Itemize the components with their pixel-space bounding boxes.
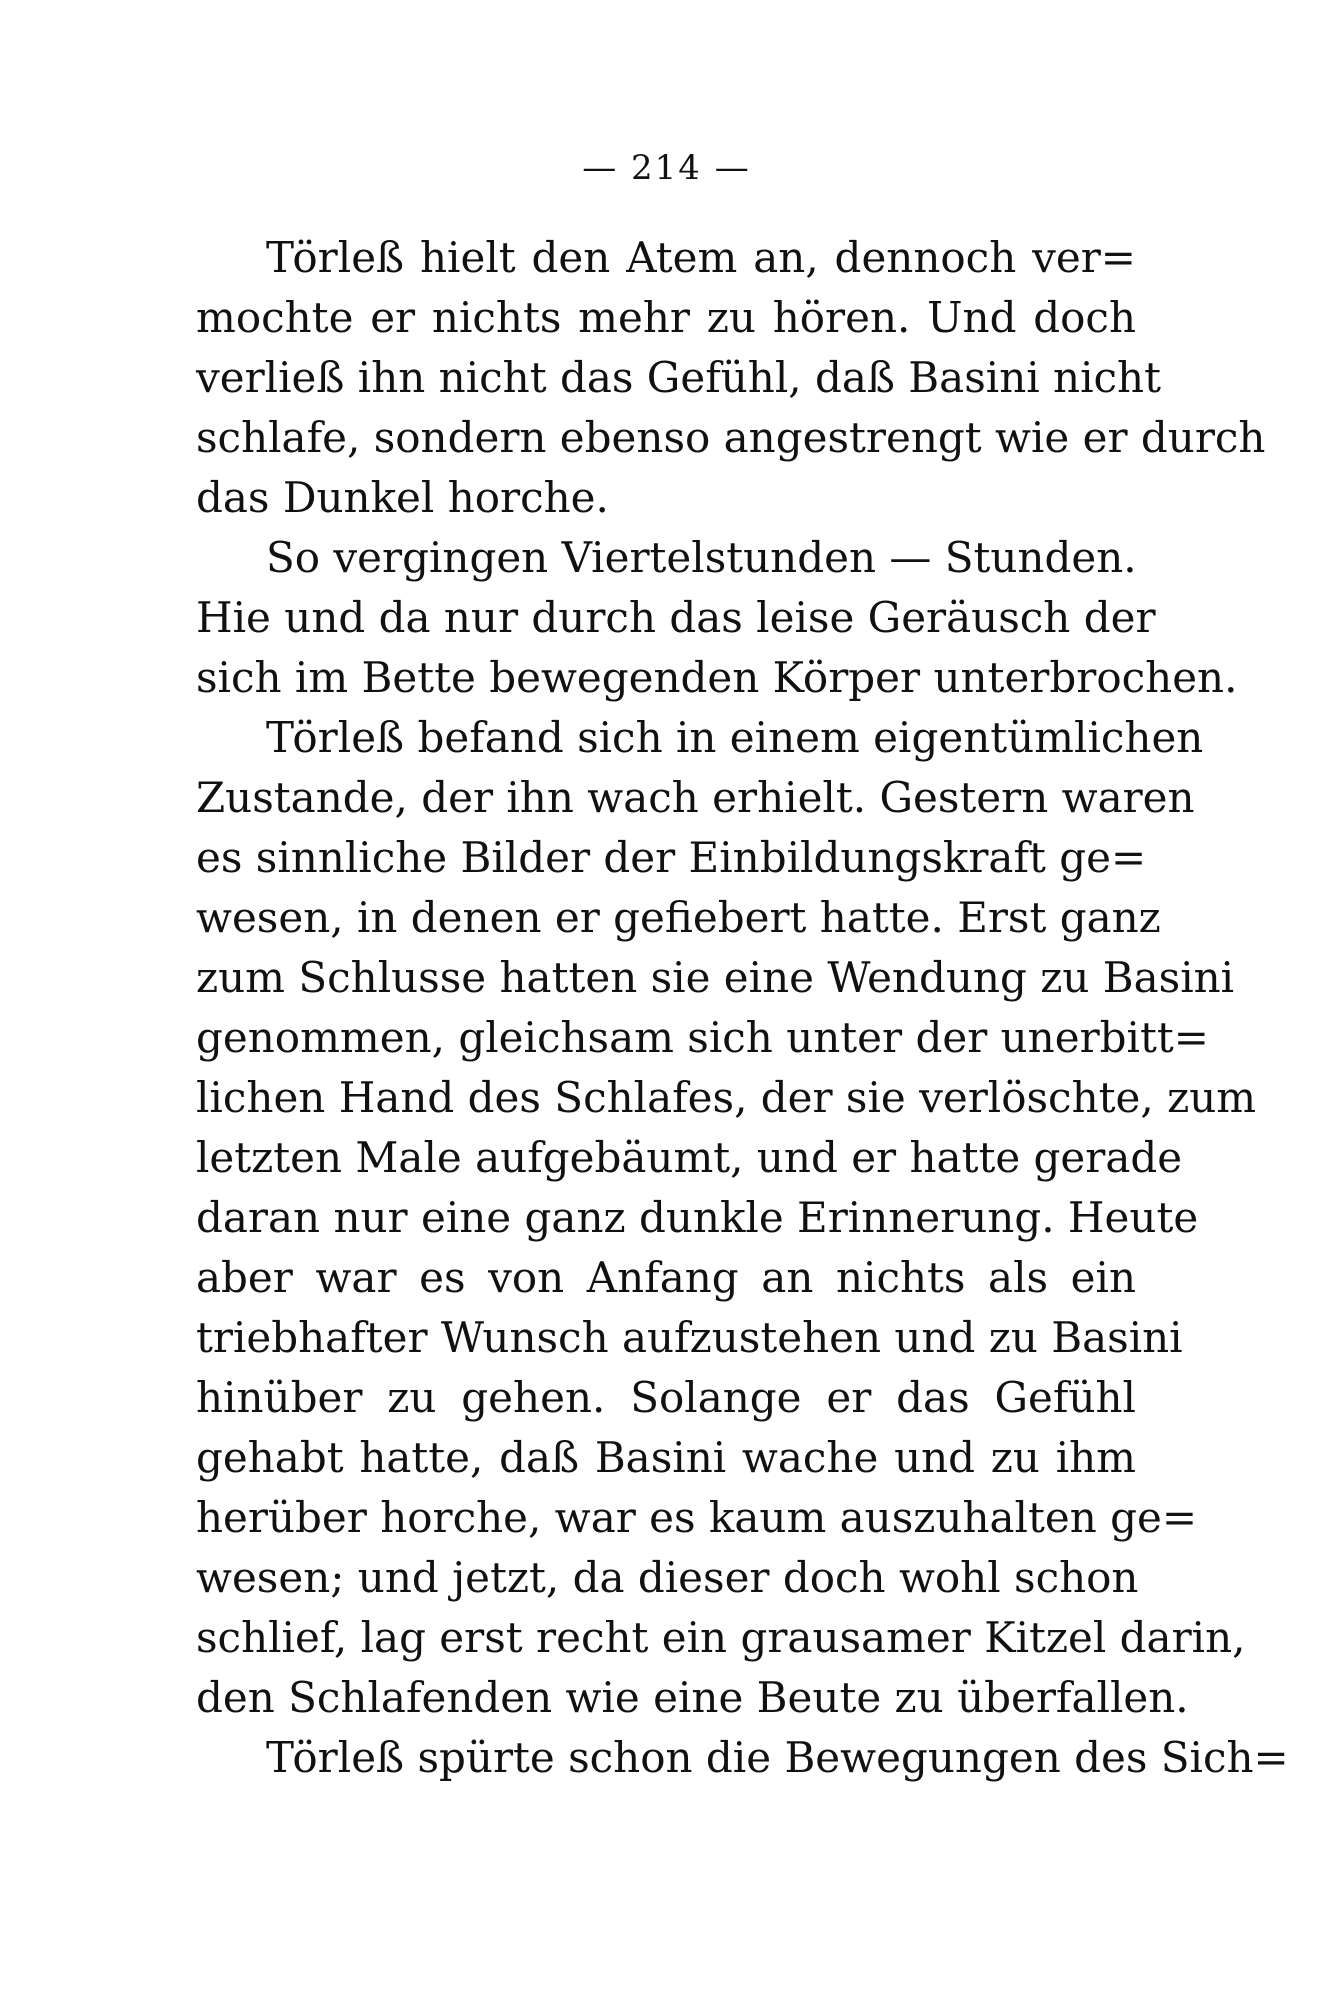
- text-line: schlief, lag erst recht ein grausamer Kitzel darin,: [196, 1613, 1246, 1662]
- body-text: [196, 228, 1289, 1788]
- text-line: schlafe, sondern ebenso angestrengt wie er durch: [196, 413, 1266, 462]
- text-line: den Schlafenden wie eine Beute zu überfallen.: [196, 1673, 1189, 1722]
- text-line: das Dunkel horche.: [196, 473, 609, 522]
- text-line: gehabt hatte, daß Basini wache und zu ihm: [196, 1433, 1136, 1482]
- text-line: triebhafter Wunsch aufzustehen und zu Basini: [196, 1313, 1183, 1362]
- text-line: Zustande, der ihn wach erhielt. Gestern waren: [196, 773, 1195, 822]
- text-line: sich im Bette bewegenden Körper unterbrochen.: [196, 653, 1238, 702]
- text-line: es sinnliche Bilder der Einbildungskraft ge=: [196, 833, 1147, 882]
- text-line: wesen, in denen er gefiebert hatte. Erst ganz: [196, 893, 1161, 942]
- text-line: letzten Male aufgebäumt, und er hatte gerade: [196, 1133, 1183, 1182]
- text-line: Törleß hielt den Atem an, dennoch ver=: [266, 233, 1136, 282]
- text-line: lichen Hand des Schlafes, der sie verlöschte, zum: [196, 1073, 1257, 1122]
- text-line: Törleß befand sich in einem eigentümlichen: [266, 713, 1204, 762]
- text-line: So vergingen Viertelstunden — Stunden.: [266, 533, 1137, 582]
- text-line: Hie und da nur durch das leise Geräusch der: [196, 593, 1156, 642]
- text-line: mochte er nichts mehr zu hören. Und doch: [196, 293, 1136, 342]
- text-line: daran nur eine ganz dunkle Erinnerung. Heute: [196, 1193, 1199, 1242]
- text-line: wesen; und jetzt, da dieser doch wohl schon: [196, 1553, 1139, 1602]
- text-line: herüber horche, war es kaum auszuhalten ge=: [196, 1493, 1198, 1542]
- text-line: hinüber zu gehen. Solange er das Gefühl: [196, 1373, 1136, 1422]
- text-line: zum Schlusse hatten sie eine Wendung zu Basini: [196, 953, 1235, 1002]
- page-number: — 214 —: [582, 148, 751, 188]
- text-line: Törleß spürte schon die Bewegungen des Sich=: [266, 1733, 1289, 1782]
- text-line: aber war es von Anfang an nichts als ein: [196, 1253, 1136, 1302]
- text-line: verließ ihn nicht das Gefühl, daß Basini nicht: [196, 353, 1161, 402]
- text-line: genommen, gleichsam sich unter der unerbitt=: [196, 1013, 1209, 1062]
